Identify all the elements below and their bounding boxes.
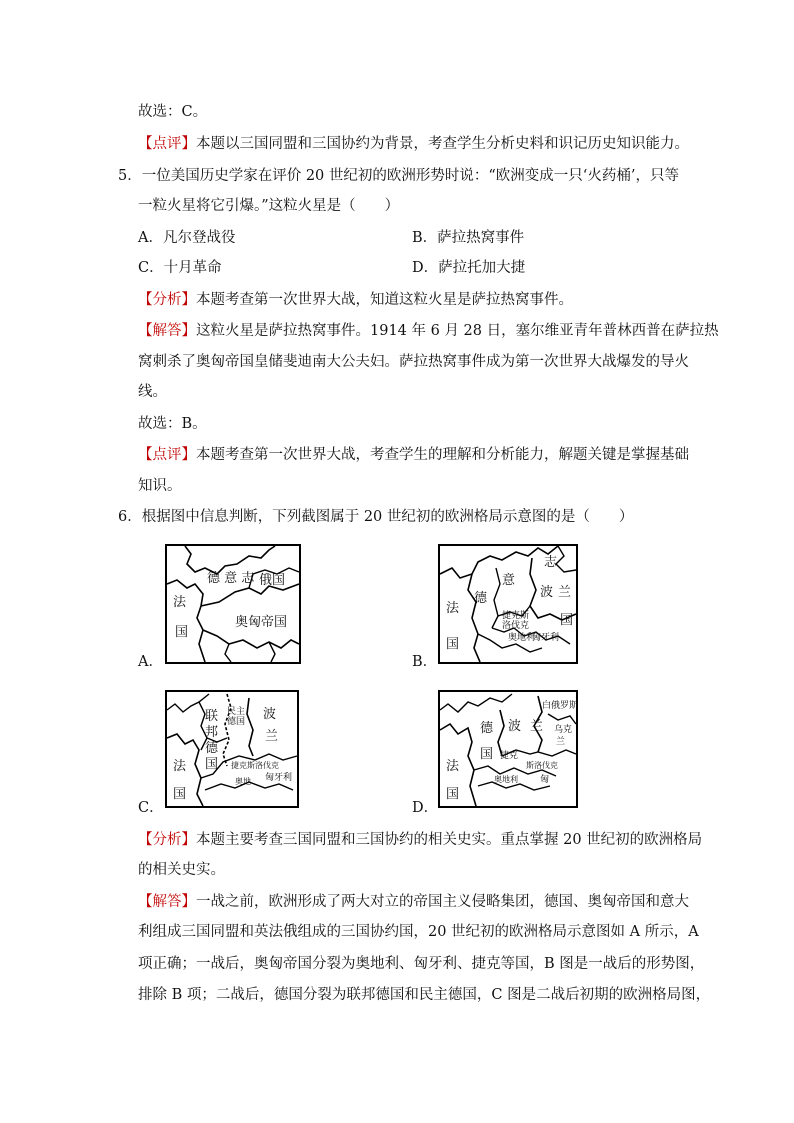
map-b — [438, 544, 578, 664]
map-label: 波 — [540, 585, 554, 600]
q6-stem: 6．根据图中信息判断，下列截图属于 20 世纪初的欧洲格局示意图的是（ ） — [118, 509, 634, 525]
q6-option-label-b: B． — [412, 654, 438, 670]
map-label: 俄国 — [259, 573, 286, 588]
map-label: 法 — [446, 759, 460, 774]
q5-solution-line-1 — [138, 321, 719, 341]
review-text: 本题以三国同盟和三国协约为背景，考查学生分析史料和识记历史知识能力。 — [196, 136, 689, 152]
q5-option-b: B．萨拉热窝事件 — [412, 230, 525, 246]
map-label: 法 — [173, 595, 187, 610]
map-label: 捷克斯 — [502, 611, 530, 621]
analysis-text: 本题主要考查三国同盟和三国协约的相关史实。重点掌握 20 世纪初的欧洲格局 — [196, 832, 703, 848]
q5-option-c: C．十月革命 — [138, 260, 222, 276]
map-label: 法 — [446, 601, 460, 616]
analysis-tag: 【分析】 — [138, 292, 196, 308]
map-label: 民主 — [227, 707, 246, 717]
review-text: 本题考查第一次世界大战，考查学生的理解和分析能力，解题关键是掌握基础 — [196, 447, 689, 463]
map-label: 兰 — [265, 729, 279, 744]
map-label: 洛伐克 — [502, 621, 530, 631]
map-label: 国 — [446, 787, 460, 802]
map-label: 匈 — [540, 775, 550, 785]
q5-answer: 故选：B。 — [138, 416, 207, 432]
map-label: 意 — [502, 573, 516, 588]
q6-option-label-c: C． — [138, 800, 164, 816]
map-label: 德国 — [227, 717, 246, 727]
q4-review — [138, 134, 689, 154]
map-a — [165, 544, 301, 664]
map-label: 兰 — [558, 585, 572, 600]
map-label: 匈牙利 — [532, 633, 560, 643]
q5-review-line-2: 知识。 — [138, 478, 182, 494]
q6-solution-line-3: 项正确；一战后，奥匈帝国分裂为奥地利、匈牙利、捷克等国，B 图是一战后的形势图， — [138, 956, 705, 972]
solution-text: 这粒火星是萨拉热窝事件。1914 年 6 月 28 日，塞尔维亚青年普林西普在萨拉热 — [196, 323, 719, 339]
map-label: 国 — [446, 637, 460, 652]
q6-analysis-line-2: 的相关史实。 — [138, 862, 225, 878]
q5-review-line-1 — [138, 445, 689, 465]
map-label: 国 — [560, 613, 574, 628]
solution-tag: 【解答】 — [138, 323, 196, 339]
q6-analysis-line-1 — [138, 830, 702, 850]
map-label: 波 — [508, 719, 522, 734]
map-label: 国 — [480, 747, 494, 762]
map-label: 斯洛伐克 — [526, 761, 558, 770]
map-label: 法 — [173, 759, 187, 774]
q6-solution-line-1 — [138, 892, 689, 912]
map-d — [438, 690, 578, 808]
analysis-text: 本题考查第一次世界大战，知道这粒火星是萨拉热窝事件。 — [196, 292, 573, 308]
q6-option-label-d: D． — [412, 800, 439, 816]
q5-stem-line-2: 一粒火星将它引爆。”这粒火星是（ ） — [138, 198, 400, 214]
map-label: 德 — [480, 721, 494, 736]
map-label: 奥地利 — [508, 633, 536, 643]
map-label: 白俄罗斯 — [542, 701, 578, 711]
q4-answer: 故选：C。 — [138, 104, 208, 120]
map-label: 兰 — [530, 719, 544, 734]
map-label: 志 — [544, 555, 558, 570]
map-label: 德 — [205, 741, 219, 756]
map-label: 国 — [205, 757, 219, 772]
analysis-tag: 【分析】 — [138, 832, 196, 848]
map-label: 德 — [474, 591, 488, 606]
map-label: 联 — [205, 709, 219, 724]
map-label: 奥地 — [235, 777, 251, 786]
q5-option-d: D．萨拉托加大捷 — [412, 260, 526, 276]
q5-solution-line-3: 线。 — [138, 384, 167, 400]
map-label: 兰 — [556, 737, 566, 747]
map-label: 德 意 志 — [207, 571, 255, 586]
map-label: 捷克 — [500, 751, 519, 761]
map-label: 捷克斯洛伐克 — [231, 761, 279, 770]
solution-text: 一战之前，欧洲形成了两大对立的帝国主义侵略集团，德国、奥匈帝国和意大 — [196, 894, 689, 910]
map-label: 波 — [263, 707, 277, 722]
q5-option-a: A．凡尔登战役 — [138, 230, 236, 246]
map-label: 奥地利 — [494, 775, 518, 784]
solution-tag: 【解答】 — [138, 894, 196, 910]
review-tag: 【点评】 — [138, 136, 196, 152]
q5-stem-line-1: 5．一位美国历史学家在评价 20 世纪初的欧洲形势时说：“欧洲变成一只‘火药桶’，只等 — [118, 168, 680, 184]
map-label: 匈牙利 — [265, 773, 293, 783]
q6-solution-line-4: 排除 B 项；二战后，德国分裂为联邦德国和民主德国，C 图是二战后初期的欧洲格局图， — [138, 987, 711, 1003]
map-c — [165, 690, 299, 808]
review-tag: 【点评】 — [138, 447, 196, 463]
map-label: 国 — [175, 625, 189, 640]
q5-solution-line-2: 窝刺杀了奥匈帝国皇储斐迪南大公夫妇。萨拉热窝事件成为第一次世界大战爆发的导火 — [138, 354, 689, 370]
q6-option-label-a: A． — [138, 654, 163, 670]
map-label: 国 — [173, 787, 187, 802]
map-label: 奥匈帝国 — [235, 615, 288, 630]
map-label: 乌克 — [554, 725, 573, 735]
map-label: 邦 — [205, 725, 219, 740]
q6-solution-line-2: 利组成三国同盟和英法俄组成的三国协约国，20 世纪初的欧洲格局示意图如 A 所示，A — [138, 924, 699, 940]
q5-analysis — [138, 290, 573, 310]
